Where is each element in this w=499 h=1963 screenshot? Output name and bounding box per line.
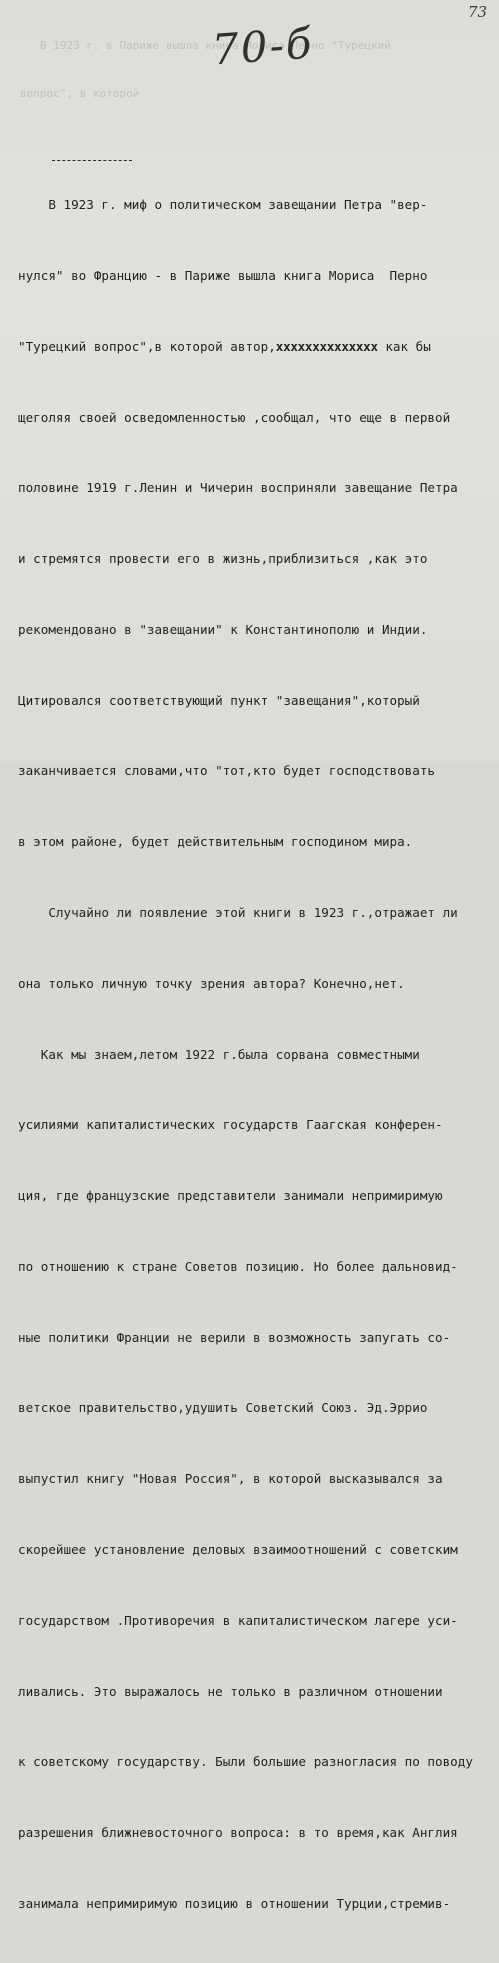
text-line: и стремятся провести его в жизнь,приблизиться ,как это — [18, 551, 428, 567]
text-line: ные политики Франции не верили в возможность запугать со- — [18, 1329, 451, 1345]
text-line: половине 1919 г.Ленин и Чичерин восприняли завещание Петра — [18, 480, 458, 496]
handwritten-page-number: 73 — [468, 3, 488, 21]
text-line: скорейшее установление деловых взаимоотношений с советским — [18, 1542, 458, 1558]
text-line: к советскому государству. Были большие разногласия по поводу — [18, 1754, 473, 1770]
bleed-line: В 1923 г. в Париже вышла книга Мориса Перно "Турецкий — [20, 39, 391, 52]
text-line: щеголяя своей осведомленностью ,сообщал, что еще в первой — [18, 409, 451, 425]
text-line: разрешения ближневосточного вопроса: в то время,как Англия — [18, 1825, 458, 1841]
handwritten-archive-number: 70-б — [210, 18, 315, 75]
text-line: занимала непримиримую позицию в отношении Турции,стремив- — [18, 1895, 451, 1911]
text-line: Цитировался соответствующий пункт "завещания",который — [18, 692, 420, 708]
text-line: в этом районе, будет действительным господином мира. — [18, 834, 413, 850]
struck-out-text: хххххххххххххх — [275, 338, 378, 354]
text-line: нулся" во Францию - в Париже вышла книга Мориса Перно — [18, 267, 428, 283]
text-line: Как мы знаем,летом 1922 г.была сорвана совместными — [18, 1046, 420, 1062]
bleed-line: вопрос", в которой — [20, 87, 140, 100]
text-line: рекомендовано в "завещании" к Константинополю и Индии. — [18, 621, 428, 637]
text-line: Случайно ли появление этой книги в 1923 г.,отражает ли — [18, 905, 458, 920]
text-line: ветское правительство,удушить Советский Союз. Эд.Эррио — [18, 1400, 428, 1416]
text-line: заканчивается словами,что "тот,кто будет господствовать — [18, 763, 436, 779]
text-line: государством .Противоречия в капиталистическом лагере уси- — [18, 1612, 458, 1628]
text-line: она только личную точку зрения автора? Конечно,нет. — [18, 975, 405, 991]
text-line: по отношению к стране Советов позицию. Но более дальновид- — [18, 1258, 458, 1274]
text-line: В 1923 г. миф о политическом завещании Петра "вер- — [18, 197, 428, 213]
text-line: выпустил книгу "Новая Россия", в которой высказывался за — [18, 1471, 443, 1487]
text-line: усилиями капиталистических государств Гаагская конферен- — [18, 1117, 443, 1133]
text-line: ция, где французские представители занимали непримиримую — [18, 1188, 443, 1204]
typed-text-body — [18, 146, 498, 1963]
text-line: ливались. Это выражалось не только в различном отношении — [18, 1683, 443, 1699]
text-line: "Турецкий вопрос",в которой автор,хххххххххххххх как бы — [18, 338, 431, 354]
